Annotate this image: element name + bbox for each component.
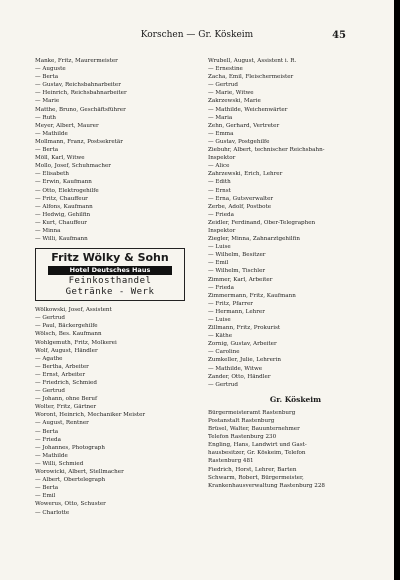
directory-entry: — Fritz, Pfarrer	[208, 300, 253, 307]
directory-entry: Mollmann, Franz, Postsekretär	[35, 138, 123, 145]
ad-line-2: Getränke - Werk	[65, 287, 155, 298]
directory-entry: — Willi, Kaufmann	[35, 236, 88, 243]
directory-entry: — Mathilde	[35, 130, 68, 137]
ad-line-1: Feinkosthandel	[68, 276, 152, 287]
directory-entry: — Emil	[208, 260, 229, 267]
directory-entry: — Kurt, Chauffeur	[35, 219, 87, 226]
directory-entry: Wölkowski, Josef, Assistent	[35, 307, 112, 314]
directory-entry: Wrubell, August, Assistent i. R.	[208, 58, 297, 64]
town-entry: Rastenburg 481	[208, 458, 254, 465]
directory-entry: — Frieda	[35, 436, 61, 443]
directory-entry: Ziebuhr, Albert, technischer Reichsbahn-	[208, 147, 325, 154]
directory-entry: Inspektor	[208, 227, 236, 234]
directory-entry: — Johann, ohne Beruf	[35, 396, 98, 403]
directory-entry: — Wilhelm, Tischler	[208, 268, 266, 275]
scan-border	[394, 0, 400, 580]
directory-entry: Ziegler, Minna, Zahnarztgehilfin	[208, 236, 300, 243]
ad-hotel-banner: Hotel Deutsches Haus	[48, 266, 172, 275]
directory-entry: — Luise	[208, 244, 231, 251]
directory-entry: Wolf, August, Händler	[35, 347, 98, 354]
directory-entry: — Marie	[35, 98, 60, 105]
directory-entry: — Mathilde, Weichenwärter	[208, 106, 288, 113]
directory-entry: — August, Rentner	[35, 420, 89, 427]
directory-entry: — Frieda	[208, 211, 234, 218]
directory-entry: — Alice	[208, 163, 230, 170]
directory-entry: Zeidler, Ferdinand, Ober-Telegraphen	[208, 219, 316, 226]
directory-entry: Zimmer, Karl, Arbeiter	[208, 276, 273, 283]
town-entry: Brüsel, Walter, Bauunternehmer	[208, 426, 300, 433]
directory-entry: Wohlgemuth, Fritz, Molkerei	[35, 339, 117, 346]
directory-entry: — Charlotte	[35, 509, 70, 516]
directory-entry: — Agathe	[35, 355, 63, 362]
directory-entry: — Luise	[208, 317, 231, 323]
directory-entry: — Elisabeth	[35, 171, 69, 178]
directory-entry: — Berta	[35, 428, 59, 435]
directory-entry: — Erwin, Kaufmann	[35, 179, 92, 186]
directory-entry: — Alfons, Kaufmann	[35, 203, 93, 210]
directory-entry: — Willi, Schmied	[35, 460, 84, 467]
ad-company-name: Fritz Wölky & Sohn	[51, 251, 169, 265]
town-entry: hausbesitzer, Gr. Köskeim, Telefon	[208, 450, 306, 457]
directory-entry: Meyer, Albert, Maurer	[35, 122, 99, 129]
directory-entry: Zacha, Emil, Fleischermeister	[208, 74, 294, 81]
directory-entry: — Ernst	[208, 187, 231, 194]
directory-entry: Zehn, Gerhard, Vertreter	[208, 122, 280, 129]
directory-entry: — Caroline	[208, 349, 240, 356]
directory-entry: Wolter, Fritz, Gärtner	[35, 404, 97, 411]
directory-entry: Zahrzewski, Erich, Lehrer	[208, 171, 283, 178]
directory-entry: Worowicki, Albert, Stellmacher	[35, 469, 124, 476]
directory-entry: — Berta	[35, 74, 59, 81]
directory-entry: — Hedwig, Gehilfin	[35, 211, 91, 218]
page-number: 45	[332, 30, 346, 41]
directory-entry: — Ruth	[35, 114, 57, 121]
directory-entry: — Hermann, Lehrer	[208, 308, 265, 315]
directory-entry: Zumkeller, Julie, Lehrerin	[208, 357, 281, 364]
directory-entry: — Emma	[208, 130, 234, 137]
directory-entry: — Gustav, Reichsbahnarbeiter	[35, 82, 121, 89]
directory-entry: — Käthe	[208, 333, 233, 340]
directory-entry: Zerbe, Adolf, Postbote	[208, 203, 272, 210]
directory-entry: Wölsch, Bes. Kaufmann	[35, 331, 102, 338]
directory-entry: — Heinrich, Reichsbahnarbeiter	[35, 90, 127, 97]
directory-entry: — Gertrud	[208, 82, 238, 89]
directory-entry: Zander, Otto, Händler	[208, 373, 271, 380]
directory-entry: — Albert, Obertelegraph	[35, 477, 106, 484]
directory-entry: — Emil	[35, 493, 56, 500]
directory-entry: — Gertrud	[35, 388, 65, 395]
advertisement-box	[35, 248, 185, 301]
directory-entry: — Fritz, Chauffeur	[35, 195, 88, 202]
directory-entry: — Ernst, Arbeiter	[35, 371, 86, 378]
town-entry: Schwarm, Robert, Bürgermeister,	[208, 474, 304, 481]
directory-entry: — Friedrich, Schmied	[35, 380, 97, 386]
directory-entry: — Gertrud	[208, 381, 238, 388]
directory-entry: — Gertrud	[35, 315, 65, 322]
left-column	[35, 57, 195, 517]
directory-entry: — Auguste	[35, 66, 66, 73]
directory-entry: Zillmann, Fritz, Prokurist	[208, 325, 281, 332]
directory-entry: — Bertha, Arbeiter	[35, 363, 89, 370]
directory-entry: — Mathilde, Witwe	[208, 365, 263, 372]
right-column	[208, 57, 383, 490]
directory-entry: — Berta	[35, 485, 59, 492]
directory-entry: — Otto, Elektrogehilfe	[35, 187, 99, 194]
town-entry: Telefon Rastenburg 230	[208, 434, 277, 441]
town-entry: Postanstalt Rastenburg	[208, 417, 275, 424]
directory-entry: Mollo, Josef, Schuhmacher	[35, 163, 111, 170]
directory-entry: — Marie, Witwe	[208, 90, 254, 97]
directory-entry: — Gustav, Postgehilfe	[208, 138, 270, 145]
directory-entry: Inspektor	[208, 155, 236, 162]
directory-entry: — Frieda	[208, 284, 234, 291]
town-entry: Fiedrich, Horst, Lehrer, Barten	[208, 466, 297, 473]
directory-entry: — Wilhelm, Besitzer	[208, 252, 266, 259]
directory-entry: — Paul, Bäckergehilfe	[35, 323, 98, 330]
directory-entry: — Berta	[35, 147, 59, 154]
directory-entry: — Erna, Gutsverwalter	[208, 195, 274, 202]
directory-entry: Zakrzewski, Marie	[208, 98, 261, 105]
directory-entry: — Minna	[35, 227, 61, 234]
directory-entry: — Edith	[208, 179, 231, 186]
directory-entry: Zornig, Gustav, Arbeiter	[208, 341, 277, 348]
directory-entry: — Mathilde	[35, 452, 68, 459]
directory-entry: Zimmermann, Fritz, Kaufmann	[208, 292, 296, 299]
directory-entry: — Ernestine	[208, 66, 243, 73]
directory-entry: Möll, Karl, Witwe	[35, 155, 85, 162]
town-entry: Engling, Hans, Landwirt und Gast-	[208, 442, 307, 449]
page-header	[0, 30, 394, 44]
town-entry: Bürgermeisteramt Rastenburg	[208, 409, 296, 416]
town-entry: Krankenhausverwaltung Rastenburg 228	[208, 482, 325, 489]
directory-entry: Matthe, Bruno, Geschäftsführer	[35, 106, 126, 113]
directory-entry: — Johannes, Photograph	[35, 444, 105, 451]
directory-entry: Wowerus, Otto, Schuster	[35, 501, 106, 508]
page-title: Korschen — Gr. Köskeim	[140, 30, 254, 40]
town-heading: Gr. Köskeim	[269, 394, 322, 404]
directory-entry: Manke, Fritz, Maurermeister	[35, 58, 118, 64]
directory-entry: — Maria	[208, 114, 233, 121]
directory-entry: Woront, Heinrich, Mechaniker Meister	[35, 412, 146, 419]
